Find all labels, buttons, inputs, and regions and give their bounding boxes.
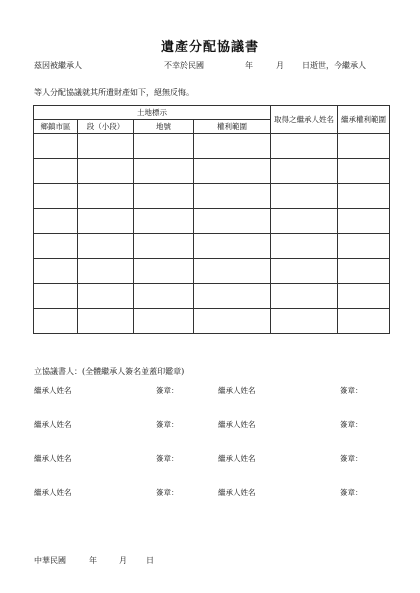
seal-label: 簽章：: [340, 386, 363, 395]
table-cell: [134, 259, 194, 284]
table-cell: [78, 184, 134, 209]
table-cell: [338, 309, 390, 334]
table-cell: [194, 209, 271, 234]
table-cell: [338, 184, 390, 209]
section-column-header: 段（小段）: [78, 120, 134, 134]
table-cell: [338, 259, 390, 284]
district-column-header: 鄉鎮市區: [34, 120, 78, 134]
date-day-label: 日: [146, 556, 154, 565]
intro-month-label: 月: [276, 61, 284, 70]
table-cell: [271, 309, 338, 334]
table-cell: [194, 134, 271, 159]
heir-name-label: 繼承人姓名: [218, 454, 256, 463]
table-row: [34, 134, 390, 159]
seal-label: 簽章：: [340, 454, 363, 463]
seal-label: 簽章：: [340, 420, 363, 429]
table-cell: [338, 159, 390, 184]
signature-row: [34, 487, 390, 499]
table-cell: [34, 134, 78, 159]
table-cell: [194, 309, 271, 334]
seal-label: 簽章：: [340, 488, 363, 497]
table-cell: [194, 159, 271, 184]
table-cell: [134, 209, 194, 234]
table-cell: [134, 234, 194, 259]
table-cell: [78, 134, 134, 159]
heir-name-label: 繼承人姓名: [218, 386, 256, 395]
table-row: [34, 284, 390, 309]
heir-name-label: 繼承人姓名: [34, 488, 72, 497]
lot-number-column-header: 地號: [134, 120, 194, 134]
table-cell: [271, 159, 338, 184]
intro-line-1: [34, 60, 389, 74]
intro-death-date-label: 不幸於民國: [164, 61, 204, 70]
seal-label: 簽章：: [156, 488, 179, 497]
table-cell: [271, 284, 338, 309]
table-cell: [34, 184, 78, 209]
table-cell: [271, 234, 338, 259]
signature-row: [34, 419, 390, 431]
rights-scope-column-header: 權利範圍: [194, 120, 271, 134]
land-label-group-header: 土地標示: [34, 106, 271, 120]
seal-label: 簽章：: [156, 386, 179, 395]
table-cell: [338, 134, 390, 159]
table-cell: [271, 259, 338, 284]
table-cell: [78, 159, 134, 184]
table-cell: [134, 284, 194, 309]
table-row: [34, 184, 390, 209]
intro-year-label: 年: [245, 61, 253, 70]
intro-decedent-label: 茲因被繼承人: [34, 61, 82, 70]
date-month-label: 月: [119, 556, 127, 565]
table-cell: [194, 234, 271, 259]
table-cell: [134, 309, 194, 334]
seal-label: 簽章：: [156, 420, 179, 429]
signatories-heading: 立協議書人：(全體繼承人簽名並蓋印鑑章): [34, 367, 185, 376]
signature-row: [34, 453, 390, 465]
table-cell: [34, 284, 78, 309]
heir-name-label: 繼承人姓名: [34, 386, 72, 395]
table-cell: [271, 184, 338, 209]
heir-name-label: 繼承人姓名: [218, 488, 256, 497]
heir-name-label: 繼承人姓名: [218, 420, 256, 429]
table-cell: [78, 209, 134, 234]
table-cell: [194, 259, 271, 284]
table-cell: [34, 309, 78, 334]
table-row: [34, 309, 390, 334]
inheritance-share-column-header: 繼承權利範圍: [338, 106, 390, 134]
table-row: [34, 209, 390, 234]
seal-label: 簽章：: [156, 454, 179, 463]
table-cell: [78, 234, 134, 259]
table-cell: [78, 259, 134, 284]
table-cell: [78, 309, 134, 334]
signing-date: [34, 555, 194, 567]
table-cell: [271, 209, 338, 234]
table-cell: [134, 184, 194, 209]
table-row: [34, 259, 390, 284]
table-cell: [34, 234, 78, 259]
land-distribution-table: [33, 105, 390, 334]
heir-name-column-header: 取得之繼承人姓名: [271, 106, 338, 134]
table-cell: [34, 209, 78, 234]
table-cell: [134, 159, 194, 184]
table-cell: [271, 134, 338, 159]
table-cell: [134, 134, 194, 159]
signature-row: [34, 385, 390, 397]
heir-name-label: 繼承人姓名: [34, 454, 72, 463]
table-cell: [338, 234, 390, 259]
table-cell: [78, 284, 134, 309]
date-year-label: 年: [89, 556, 97, 565]
date-era-label: 中華民國: [34, 556, 66, 565]
table-cell: [34, 159, 78, 184]
table-cell: [338, 284, 390, 309]
intro-day-label: 日逝世，今繼承人: [302, 61, 366, 70]
table-cell: [338, 209, 390, 234]
table-cell: [194, 284, 271, 309]
table-cell: [194, 184, 271, 209]
table-row: [34, 159, 390, 184]
intro-line-2: 等人分配協議就其所遺財產如下，絕無反悔。: [34, 88, 194, 97]
document-title: 遺產分配協議書: [160, 40, 259, 55]
table-row: [34, 234, 390, 259]
table-cell: [34, 259, 78, 284]
heir-name-label: 繼承人姓名: [34, 420, 72, 429]
